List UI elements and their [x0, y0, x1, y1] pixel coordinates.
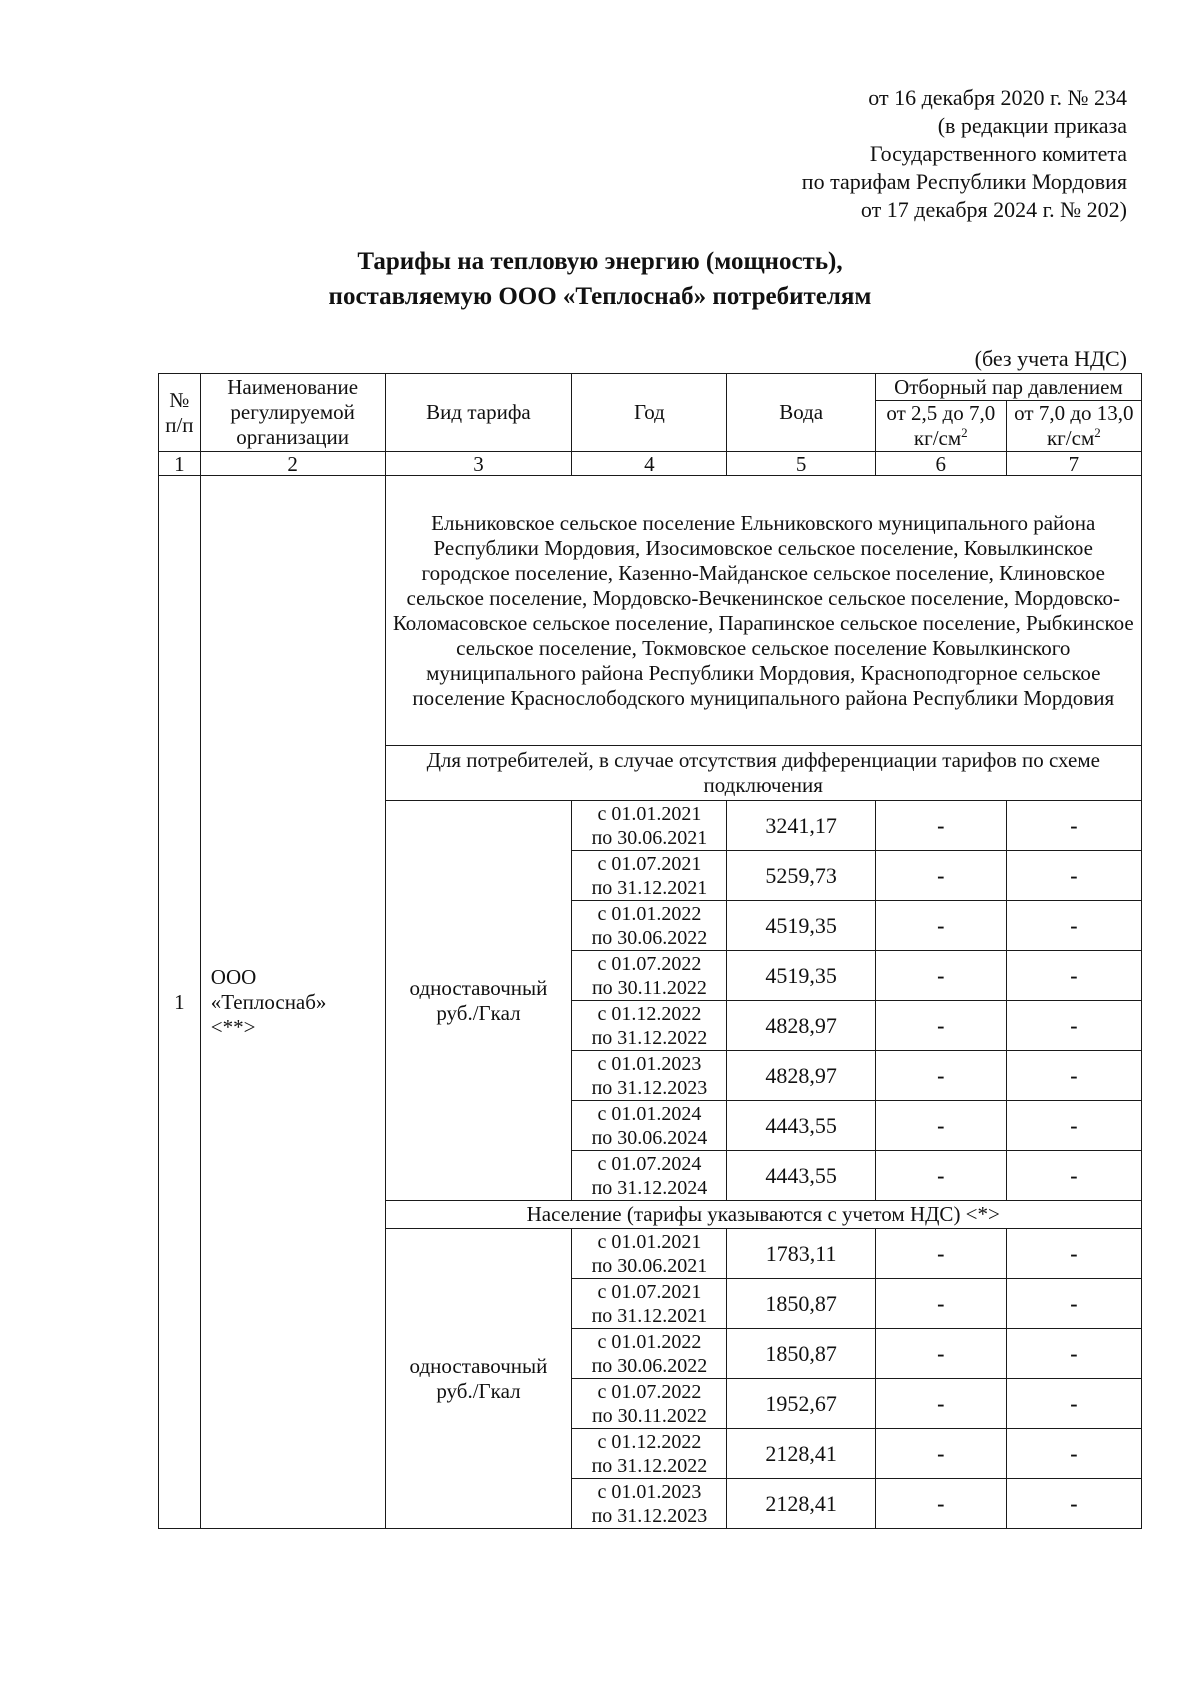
water-tariff: 2128,41 — [727, 1479, 875, 1529]
column-index: 7 — [1006, 452, 1141, 476]
period-cell — [572, 1379, 727, 1429]
period-from: с 01.07.2022 — [597, 1380, 702, 1403]
steam-low-tariff: - — [875, 951, 1006, 1001]
period-to: по 30.11.2022 — [591, 976, 707, 999]
period-from: с 01.01.2021 — [597, 802, 702, 825]
column-index: 2 — [200, 452, 385, 476]
steam-low-tariff: - — [875, 851, 1006, 901]
period-to: по 31.12.2021 — [591, 1304, 708, 1327]
period-from: с 01.12.2022 — [597, 1430, 702, 1453]
period-to: по 31.12.2024 — [591, 1176, 708, 1199]
order-reference-line: по тарифам Республики Мордовия — [801, 169, 1127, 194]
period-to: по 31.12.2021 — [591, 876, 708, 899]
header-steam-low: от 2,5 до 7,0 $кг/см^2$ — [875, 401, 1006, 452]
period-cell — [572, 801, 727, 851]
period-to: по 30.06.2022 — [591, 1354, 708, 1377]
area-row — [159, 476, 1142, 746]
water-tariff: 4443,55 — [727, 1101, 875, 1151]
header-num: № п/п — [159, 374, 201, 452]
tariff-type-line: одноставочный — [409, 975, 548, 1000]
steam-high-tariff: - — [1006, 1379, 1141, 1429]
column-index: 4 — [572, 452, 727, 476]
row-number: 1 — [159, 476, 201, 1529]
steam-high-tariff: - — [1006, 1001, 1141, 1051]
period-cell — [572, 901, 727, 951]
water-tariff: 4519,35 — [727, 951, 875, 1001]
period-cell — [572, 1001, 727, 1051]
steam-high-tariff: - — [1006, 1429, 1141, 1479]
water-tariff: 4443,55 — [727, 1151, 875, 1201]
period-to: по 30.11.2022 — [591, 1404, 707, 1427]
steam-low-tariff: - — [875, 1329, 1006, 1379]
steam-low-tariff: - — [875, 1229, 1006, 1279]
header-steam: Отборный пар давлением — [875, 374, 1141, 401]
period-to: по 30.06.2021 — [591, 1254, 708, 1277]
period-to: по 31.12.2023 — [591, 1076, 708, 1099]
water-tariff: 3241,17 — [727, 801, 875, 851]
period-from: с 01.01.2022 — [597, 902, 702, 925]
period-from: с 01.01.2023 — [597, 1480, 702, 1503]
tariff-type — [385, 1229, 572, 1529]
header-org: Наименование регулируемой организации — [200, 374, 385, 452]
steam-low-tariff: - — [875, 1429, 1006, 1479]
water-tariff: 1952,67 — [727, 1379, 875, 1429]
steam-high-tariff: - — [1006, 1279, 1141, 1329]
order-reference-line: (в редакции приказа — [937, 113, 1127, 138]
water-tariff: 1850,87 — [727, 1279, 875, 1329]
steam-low-tariff: - — [875, 801, 1006, 851]
period-to: по 31.12.2022 — [591, 1026, 708, 1049]
steam-high-tariff: - — [1006, 1151, 1141, 1201]
column-index: 6 — [875, 452, 1006, 476]
header-water: Вода — [727, 374, 875, 452]
org-line: <**> — [210, 1014, 256, 1039]
steam-low-tariff: - — [875, 1051, 1006, 1101]
header-row — [159, 374, 1142, 401]
steam-high-tariff: - — [1006, 1101, 1141, 1151]
period-cell — [572, 1151, 727, 1201]
period-from: с 01.01.2021 — [597, 1230, 702, 1253]
water-tariff: 5259,73 — [727, 851, 875, 901]
period-to: по 30.06.2024 — [591, 1126, 708, 1149]
order-reference-line: Государственного комитета — [869, 141, 1127, 166]
tariff-table — [158, 373, 1142, 1529]
period-cell — [572, 1479, 727, 1529]
column-index: 5 — [727, 452, 875, 476]
steam-high-tariff: - — [1006, 1229, 1141, 1279]
steam-low-tariff: - — [875, 1151, 1006, 1201]
steam-low-tariff: - — [875, 1379, 1006, 1429]
period-cell — [572, 1279, 727, 1329]
steam-high-tariff: - — [1006, 1051, 1141, 1101]
column-index: 1 — [159, 452, 201, 476]
order-reference — [802, 84, 1127, 224]
water-tariff: 2128,41 — [727, 1429, 875, 1479]
water-tariff: 4828,97 — [727, 1001, 875, 1051]
steam-low-tariff: - — [875, 901, 1006, 951]
water-tariff: 1783,11 — [727, 1229, 875, 1279]
period-from: с 01.07.2021 — [597, 852, 702, 875]
period-cell — [572, 1429, 727, 1479]
period-from: с 01.07.2022 — [597, 952, 702, 975]
steam-high-tariff: - — [1006, 901, 1141, 951]
period-from: с 01.01.2022 — [597, 1330, 702, 1353]
column-index-row — [159, 452, 1142, 476]
period-cell — [572, 951, 727, 1001]
water-tariff: 4828,97 — [727, 1051, 875, 1101]
steam-low-tariff: - — [875, 1101, 1006, 1151]
title-line: поставляемую ООО «Теплоснаб» потребителям — [328, 283, 872, 310]
tariff-type-line: одноставочный — [409, 1353, 548, 1378]
steam-low-tariff: - — [875, 1001, 1006, 1051]
org-line: «Теплоснаб» — [210, 989, 327, 1014]
steam-high-tariff: - — [1006, 951, 1141, 1001]
period-from: с 01.12.2022 — [597, 1002, 702, 1025]
period-to: по 31.12.2023 — [591, 1504, 708, 1527]
steam-high-tariff: - — [1006, 1479, 1141, 1529]
column-index: 3 — [385, 452, 572, 476]
steam-high-tariff: - — [1006, 851, 1141, 901]
order-reference-line: от 17 декабря 2024 г. № 202) — [860, 197, 1127, 222]
water-tariff: 4519,35 — [727, 901, 875, 951]
period-cell — [572, 1051, 727, 1101]
period-from: с 01.07.2024 — [597, 1152, 702, 1175]
order-reference-line: от 16 декабря 2020 г. № 234 — [868, 85, 1127, 110]
period-cell — [572, 1329, 727, 1379]
header-tariff-type: Вид тарифа — [385, 374, 572, 452]
header-year: Год — [572, 374, 727, 452]
service-area: Ельниковское сельское поселение Ельниковского муниципального района Республики Мордовия, Изосимовское сельское поселение, Ковылкинское городское поселение, Казенно-Майданское сельское поселение, Клиновское сельское поселение, Мордовско-Вечкенинское сельское поселение, Мордовско-Коломасовское сельское поселение, Парапинское сельское поселение, Рыбкинское сельское поселение, Токмовское сельское поселение Ковылкинского муниципального района Республики Мордовия, Краснοподгорное сельское поселение Краснослободского муниципального района Республики Мордовия — [385, 476, 1142, 746]
period-to: по 31.12.2022 — [591, 1454, 708, 1477]
period-to: по 30.06.2022 — [591, 926, 708, 949]
period-cell — [572, 1229, 727, 1279]
org-line: ООО — [210, 964, 257, 989]
tariff-unit: руб./Гкал — [436, 1378, 521, 1403]
document-title — [0, 244, 1200, 314]
steam-high-tariff: - — [1006, 801, 1141, 851]
header-steam-high: от 7,0 до 13,0 $кг/см^2$ — [1006, 401, 1141, 452]
period-from: с 01.01.2024 — [597, 1102, 702, 1125]
organization-name — [200, 476, 385, 1529]
tariff-unit: руб./Гкал — [436, 1000, 521, 1025]
tariff-type — [385, 801, 572, 1201]
water-tariff: 1850,87 — [727, 1329, 875, 1379]
period-from: с 01.07.2021 — [597, 1280, 702, 1303]
steam-low-tariff: - — [875, 1479, 1006, 1529]
period-cell — [572, 1101, 727, 1151]
section-title: Для потребителей, в случае отсутствия дифференциации тарифов по схеме подключения — [385, 746, 1142, 801]
period-from: с 01.01.2023 — [597, 1052, 702, 1075]
section-title: Население (тарифы указываются с учетом НДС) <*> — [385, 1201, 1142, 1229]
steam-low-tariff: - — [875, 1279, 1006, 1329]
vat-note: (без учета НДС) — [974, 346, 1127, 371]
period-to: по 30.06.2021 — [591, 826, 708, 849]
title-line: Тарифы на тепловую энергию (мощность), — [357, 248, 843, 275]
steam-high-tariff: - — [1006, 1329, 1141, 1379]
period-cell — [572, 851, 727, 901]
